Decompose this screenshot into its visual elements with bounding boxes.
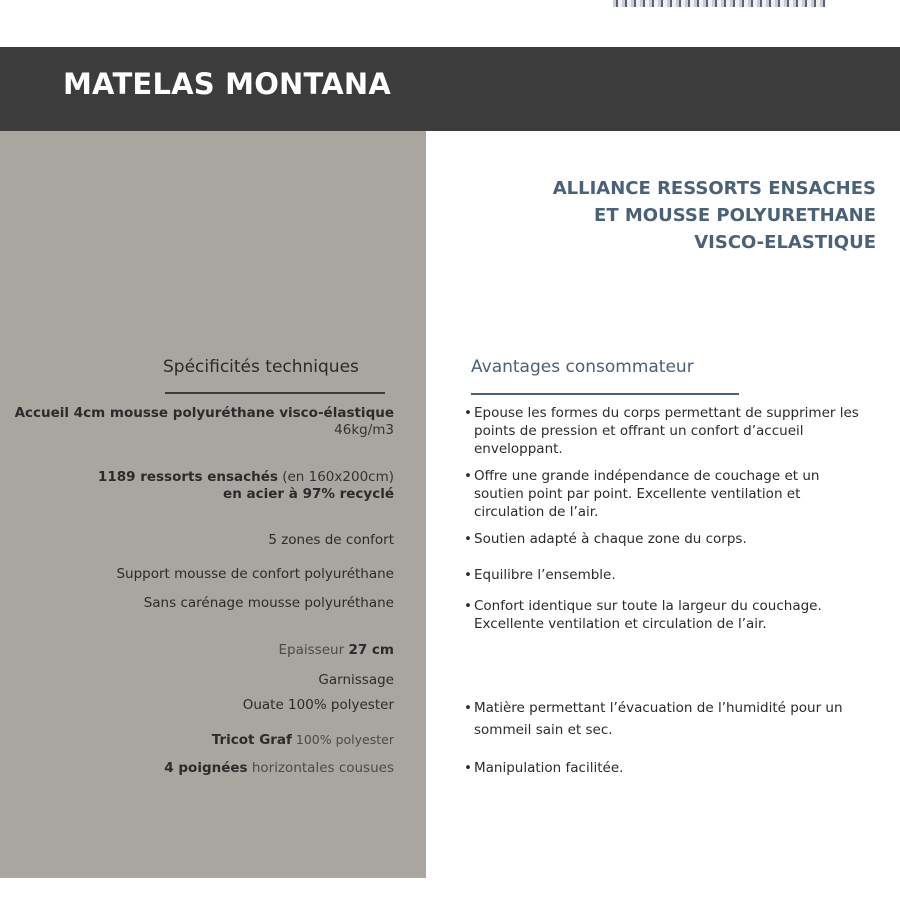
spec-item-springs <box>98 469 394 503</box>
spec-text: en acier à 97% recyclé <box>223 486 394 502</box>
spec-text: 1189 ressorts ensachés <box>97 469 278 485</box>
advantage-text: Soutien adapté à chaque zone du corps. <box>474 531 747 547</box>
bullet-icon: • <box>464 700 472 716</box>
bullet-icon: • <box>464 531 472 547</box>
advantage-item <box>464 759 864 777</box>
advantage-item <box>464 404 864 458</box>
advantage-item <box>464 566 864 584</box>
spec-item-casing: Sans carénage mousse polyuréthane <box>143 595 394 611</box>
advantages-heading-rule <box>471 393 739 395</box>
page-title: MATELAS MONTANA <box>63 67 392 101</box>
spec-item-fabric <box>212 731 394 749</box>
advantage-item <box>464 530 864 548</box>
bullet-icon: • <box>464 468 472 484</box>
spec-text: horizontales cousues <box>247 760 394 776</box>
advantage-text: Manipulation facilitée. <box>474 760 624 776</box>
advantage-text: Offre une grande indépendance de couchage et un soutien point par point. Excellente ventilation et circulation de l’air. <box>474 468 820 520</box>
spec-item-zones: 5 zones de confort <box>268 532 394 548</box>
spec-item-comfort-layer <box>15 405 394 439</box>
spec-text: 46kg/m3 <box>334 422 394 438</box>
spec-text: Tricot Graf <box>211 732 292 748</box>
spec-text: 100% polyester <box>291 732 394 747</box>
spec-text: 27 cm <box>348 642 394 658</box>
advantage-text: Matière permettant l’évacuation de l’humidité pour un sommeil sain et sec. <box>474 700 843 738</box>
bullet-icon: • <box>464 405 472 421</box>
spec-item-support: Support mousse de confort polyuréthane <box>116 566 394 582</box>
subtitle-line: ALLIANCE RESSORTS ENSACHES <box>552 178 876 199</box>
advantage-text: Equilibre l’ensemble. <box>474 567 616 583</box>
advantage-item <box>464 597 864 633</box>
spec-text: Accueil 4cm mousse polyuréthane visco-élastique <box>14 405 394 421</box>
spec-text: 4 poignées <box>164 760 248 776</box>
bullet-icon: • <box>464 760 472 776</box>
bullet-icon: • <box>464 567 472 583</box>
spec-text: (en 160x200cm) <box>277 469 394 485</box>
spec-item-handles <box>164 760 394 777</box>
bullet-icon: • <box>464 598 472 614</box>
specs-heading: Spécificités techniques <box>163 357 359 377</box>
product-image-fragment <box>613 0 826 7</box>
spec-item-filling: Ouate 100% polyester <box>242 697 394 713</box>
product-subtitle <box>553 175 876 256</box>
advantages-heading: Avantages consommateur <box>471 357 694 377</box>
advantage-item <box>464 697 864 741</box>
spec-item-filling-heading: Garnissage <box>318 672 394 688</box>
advantage-item <box>464 467 864 521</box>
spec-item-thickness <box>279 642 394 659</box>
subtitle-line: VISCO-ELASTIQUE <box>694 232 876 253</box>
specs-heading-rule <box>165 392 385 394</box>
advantage-text: Confort identique sur toute la largeur du couchage. Excellente ventilation et circulation de l’air. <box>474 598 822 632</box>
subtitle-line: ET MOUSSE POLYURETHANE <box>594 205 876 226</box>
advantage-text: Epouse les formes du corps permettant de supprimer les points de pression et offrant un confort d’accueil enveloppant. <box>474 405 859 457</box>
spec-text: Epaisseur <box>278 642 349 658</box>
